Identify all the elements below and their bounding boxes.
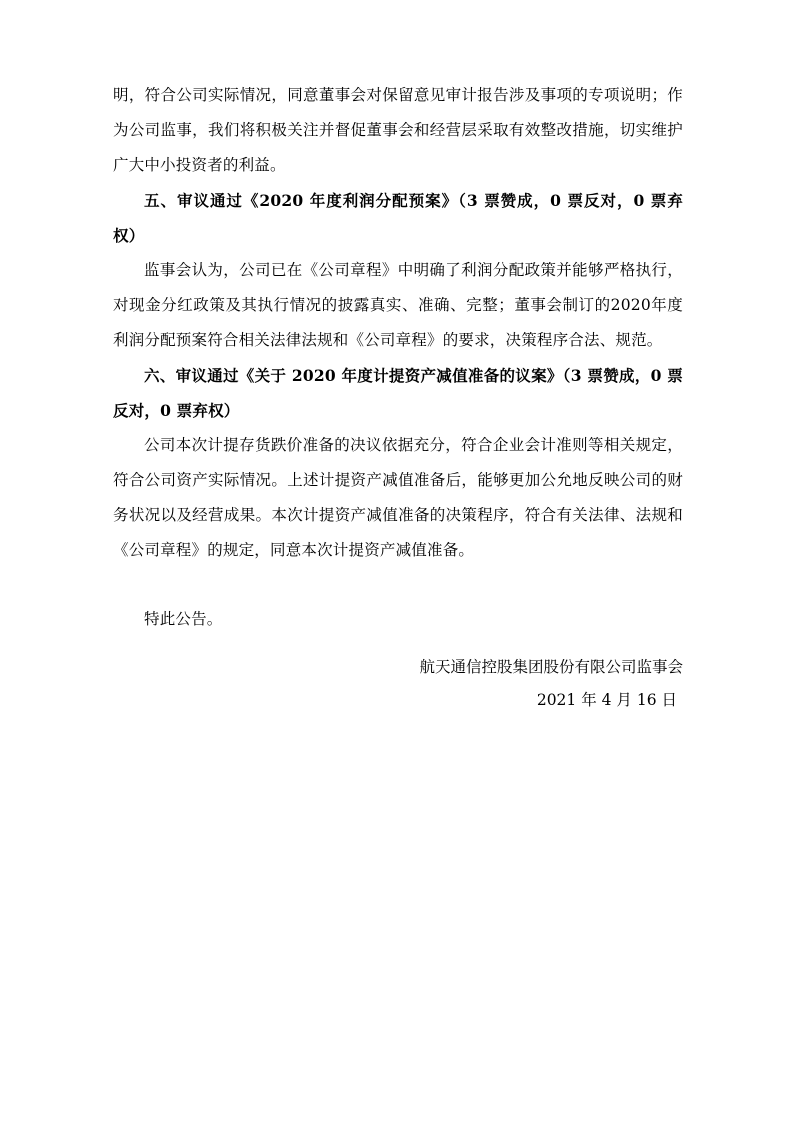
spacer bbox=[113, 637, 683, 651]
paragraph-continuation: 明，符合公司实际情况，同意董事会对保留意见审计报告涉及事项的专项说明；作为公司监事，我们将积极关注并督促董事会和经营层采取有效整改措施，切实维护广大中小投资者的利益。 bbox=[113, 86, 683, 174]
heading-item-six: 六、审议通过《关于 2020 年度计提资产减值准备的议案》（3 票赞成，0 票反对，0 票弃权） bbox=[113, 366, 683, 420]
signature-date: 2021 年 4 月 16 日 bbox=[536, 691, 677, 709]
heading-item-five: 五、审议通过《2020 年度利润分配预案》（3 票赞成，0 票反对，0 票弃权） bbox=[113, 191, 683, 245]
paragraph-item-five-body: 监事会认为，公司已在《公司章程》中明确了利润分配政策并能够严格执行，对现金分红政策及其执行情况的披露真实、准确、完整；董事会制订的2020年度利润分配预案符合相关法律法规和《公司章程》的要求，决策程序合法、规范。 bbox=[113, 261, 683, 349]
paragraph-closing-notice: 特此公告。 bbox=[144, 610, 223, 628]
spacer bbox=[113, 568, 683, 602]
paragraph-item-six-body: 公司本次计提存货跌价准备的决议依据充分，符合企业会计准则等相关规定，符合公司资产实际情况。上述计提资产减值准备后，能够更加公允地反映公司的财务状况以及经营成果。本次计提资产减值准备的决策程序，符合有关法律、法规和《公司章程》的规定，同意本次计提资产减值准备。 bbox=[113, 436, 683, 559]
document-body bbox=[113, 78, 683, 717]
signature-organization: 航天通信控股集团股份有限公司监事会 bbox=[419, 658, 683, 676]
